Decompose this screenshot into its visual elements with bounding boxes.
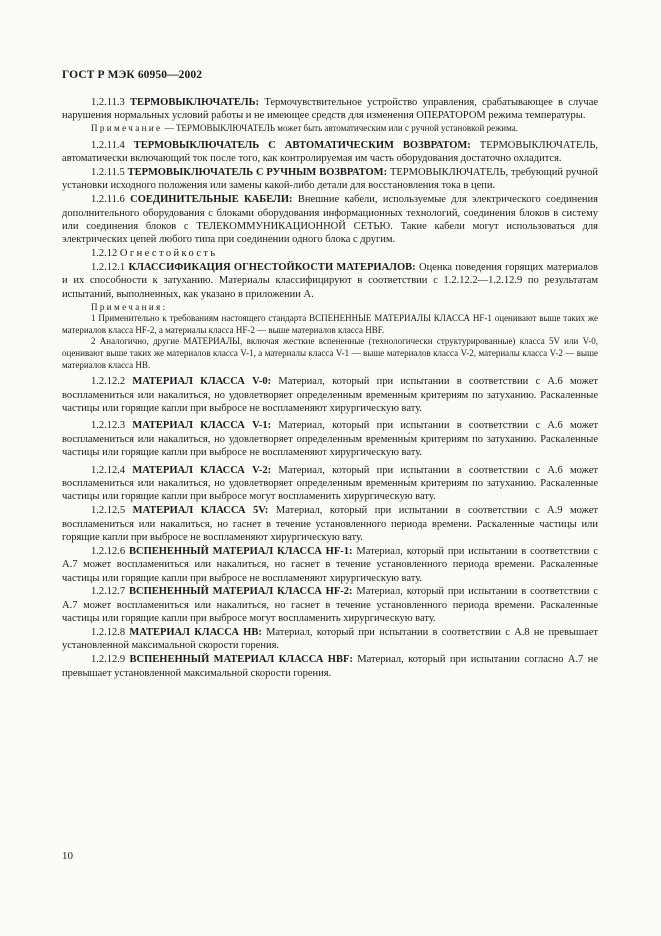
- note-text: — ТЕРМОВЫКЛЮЧАТЕЛЬ может быть автоматическим или с ручной установкой режима.: [164, 123, 519, 134]
- clause-1-2-11-4: [62, 139, 598, 166]
- clause-number: 1.2.11.3: [91, 97, 125, 108]
- clause-term: ТЕРМОВЫКЛЮЧАТЕЛЬ:: [130, 97, 260, 108]
- notes-label: Примечания:: [91, 301, 168, 312]
- clause-1-2-11-6: [62, 193, 598, 247]
- clause-number: 1.2.11.6: [91, 194, 125, 206]
- clause-number: 1.2.12.6: [91, 545, 126, 557]
- clause-number: 1.2.11.4: [91, 139, 125, 151]
- clause-1-2-12-4: [62, 464, 598, 504]
- clause-text: Внешние кабели, используемые для электрического соединения дополнительного оборудования с блоками оборудования информационных технологий, соединения блоков в систему или соединения блоков с ТЕЛЕКОММУНИКАЦИОННОЙ СЕТЬЮ. Такие кабели могут использоваться для электрических цепей любого типа при соединении одного блока с другим.: [62, 194, 599, 246]
- clause-1-2-12-3: [62, 419, 598, 459]
- clause-text: Материал, который при испытании в соответствии с А.6 может воспламениться или накалиться, но удовлетворяет определенным временны́м критериям по затуханию. Раскаленные частицы или горящие капли при выбросе не воспламеняют хирургическую вату.: [62, 376, 599, 414]
- clause-term: МАТЕРИАЛ КЛАССА 5V:: [132, 505, 269, 517]
- clause-number: 1.2.12.1: [91, 262, 126, 274]
- clause-text: Материал, который при испытании в соответствии с А.8 не превышает установленной максимальной скорости горения.: [62, 627, 598, 652]
- clause-text: Материал, который при испытании в соответствии с А.6 может воспламениться или накалиться, но удовлетворяет определенным временны́м критериям по затуханию. Раскаленные частицы или горящие капли при выбросе могут воспламенить хирургическую вату.: [62, 464, 599, 503]
- clause-text: ТЕРМОВЫКЛЮЧАТЕЛЬ, автоматически включающий ток после того, как контролируемая им часть оборудования достаточно охладится.: [62, 139, 599, 165]
- note-item-1: 1 Применительно к требованиям настоящего стандарта ВСПЕНЕННЫЕ МАТЕРИАЛЫ КЛАССА HF-1 оценивают выше таких же материалов класса HF-2, а материалы класса HF-2 — выше материалов класса HBF.: [62, 313, 598, 335]
- clause-number: 1.2.12.7: [91, 586, 126, 598]
- clause-text: Оценка поведения горящих материалов и их способности к затуханию. Материалы классифицируют в соответствии с 1.2.12.2—1.2.12.9 по результатам испытаний, выполненных, как указано в приложении А.: [62, 262, 599, 300]
- clause-1-2-11-5: [62, 166, 598, 193]
- clause-1-2-12-7: [62, 585, 598, 625]
- clause-number: 1.2.12.8: [91, 627, 126, 639]
- clause-term: ТЕРМОВЫКЛЮЧАТЕЛЬ С АВТОМАТИЧЕСКИМ ВОЗВРАТОМ:: [133, 139, 471, 151]
- clause-term: ВСПЕНЕННЫЙ МАТЕРИАЛ КЛАССА HBF:: [129, 654, 353, 666]
- page-content: [62, 96, 598, 680]
- clause-term: КЛАССИФИКАЦИЯ ОГНЕСТОЙКОСТИ МАТЕРИАЛОВ:: [128, 262, 416, 274]
- clause-1-2-12-1: [62, 261, 598, 301]
- note-thermal-switch: [62, 123, 598, 135]
- clause-number: 1.2.12.2: [91, 376, 126, 388]
- clause-1-2-11-3: [62, 96, 598, 123]
- page-number: 10: [62, 850, 73, 862]
- clause-text: Материал, который при испытании в соответствии с А.9 может воспламениться или накалиться, но гаснет в течение установленного периода времени. Раскаленные частицы или горящие капли при выбросе не воспламеняют хирургическую вату.: [62, 505, 598, 544]
- clause-1-2-12-2: [62, 375, 598, 415]
- clause-1-2-12-9: [62, 653, 598, 680]
- note-item-2: 2 Аналогично, другие МАТЕРИАЛЫ, включая жесткие вспененные (технологически структурированные) класса 5V или V-0, оценивают выше таких же материалов класса V-1, а материалы класса V-1 — выше материалов класса V-2, материалы класса V-2 — выше материалов класса HB.: [62, 336, 598, 370]
- clause-text: Материал, который при испытании согласно А.7 не превышает установленной максимальной скорости горения.: [62, 654, 598, 679]
- clause-text: Термочувствительное устройство управления, срабатывающее в случае нарушения нормальных условий работы и не имеющее средств для изменения ОПЕРАТОРОМ режима температуры.: [62, 97, 599, 122]
- clause-text: Материал, который при испытании в соответствии с А.7 может воспламениться или накалиться, но гаснет в течение установленного периода времени. Раскаленные частицы или горящие капли при выбросе не воспламеняют хирургическую вату.: [62, 545, 598, 584]
- clause-term: МАТЕРИАЛ КЛАССА V-1:: [132, 420, 272, 432]
- section-title: Огнестойкость: [119, 248, 218, 260]
- clause-number: 1.2.12.3: [91, 420, 126, 432]
- clause-term: МАТЕРИАЛ КЛАССА V-0:: [132, 376, 272, 388]
- clause-term: МАТЕРИАЛ КЛАССА HB:: [129, 627, 262, 639]
- clause-term: МАТЕРИАЛ КЛАССА V-2:: [132, 464, 272, 476]
- clause-text: Материал, который при испытании в соответствии с А.7 может воспламениться или накалиться, но гаснет в течение установленного периода времени. Раскаленные частицы или горящие капли при выбросе могут воспламенить хирургическую вату.: [62, 586, 598, 625]
- clause-text: Материал, который при испытании в соответствии с А.6 может воспламениться или накалиться, но удовлетворяет определенным временны́м критериям по затуханию. Раскаленные частицы или горящие капли при выбросе не воспламеняют хирургическую вату.: [62, 420, 599, 459]
- note-label: Примечание: [91, 123, 163, 134]
- clause-term: ВСПЕНЕННЫЙ МАТЕРИАЛ КЛАССА HF-2:: [129, 586, 353, 598]
- clause-number: 1.2.11.5: [91, 167, 125, 178]
- clause-term: ТЕРМОВЫКЛЮЧАТЕЛЬ С РУЧНЫМ ВОЗВРАТОМ:: [127, 167, 388, 178]
- clause-term: СОЕДИНИТЕЛЬНЫЕ КАБЕЛИ:: [130, 194, 293, 206]
- clause-number: 1.2.12: [91, 248, 118, 260]
- clause-text: ТЕРМОВЫКЛЮЧАТЕЛЬ, требующий ручной установки исходного положения или замены какой-либо детали для восстановления тока в цепи.: [62, 167, 598, 192]
- clause-1-2-12-5: [62, 504, 598, 544]
- clause-1-2-12: [62, 247, 598, 260]
- clause-1-2-12-8: [62, 626, 598, 653]
- clause-number: 1.2.12.5: [91, 505, 126, 517]
- clause-number: 1.2.12.9: [91, 654, 126, 666]
- clause-number: 1.2.12.4: [91, 464, 126, 476]
- clause-term: ВСПЕНЕННЫЙ МАТЕРИАЛ КЛАССА HF-1:: [129, 545, 353, 557]
- standard-header: ГОСТ Р МЭК 60950—2002: [62, 69, 203, 81]
- clause-1-2-12-6: [62, 545, 598, 585]
